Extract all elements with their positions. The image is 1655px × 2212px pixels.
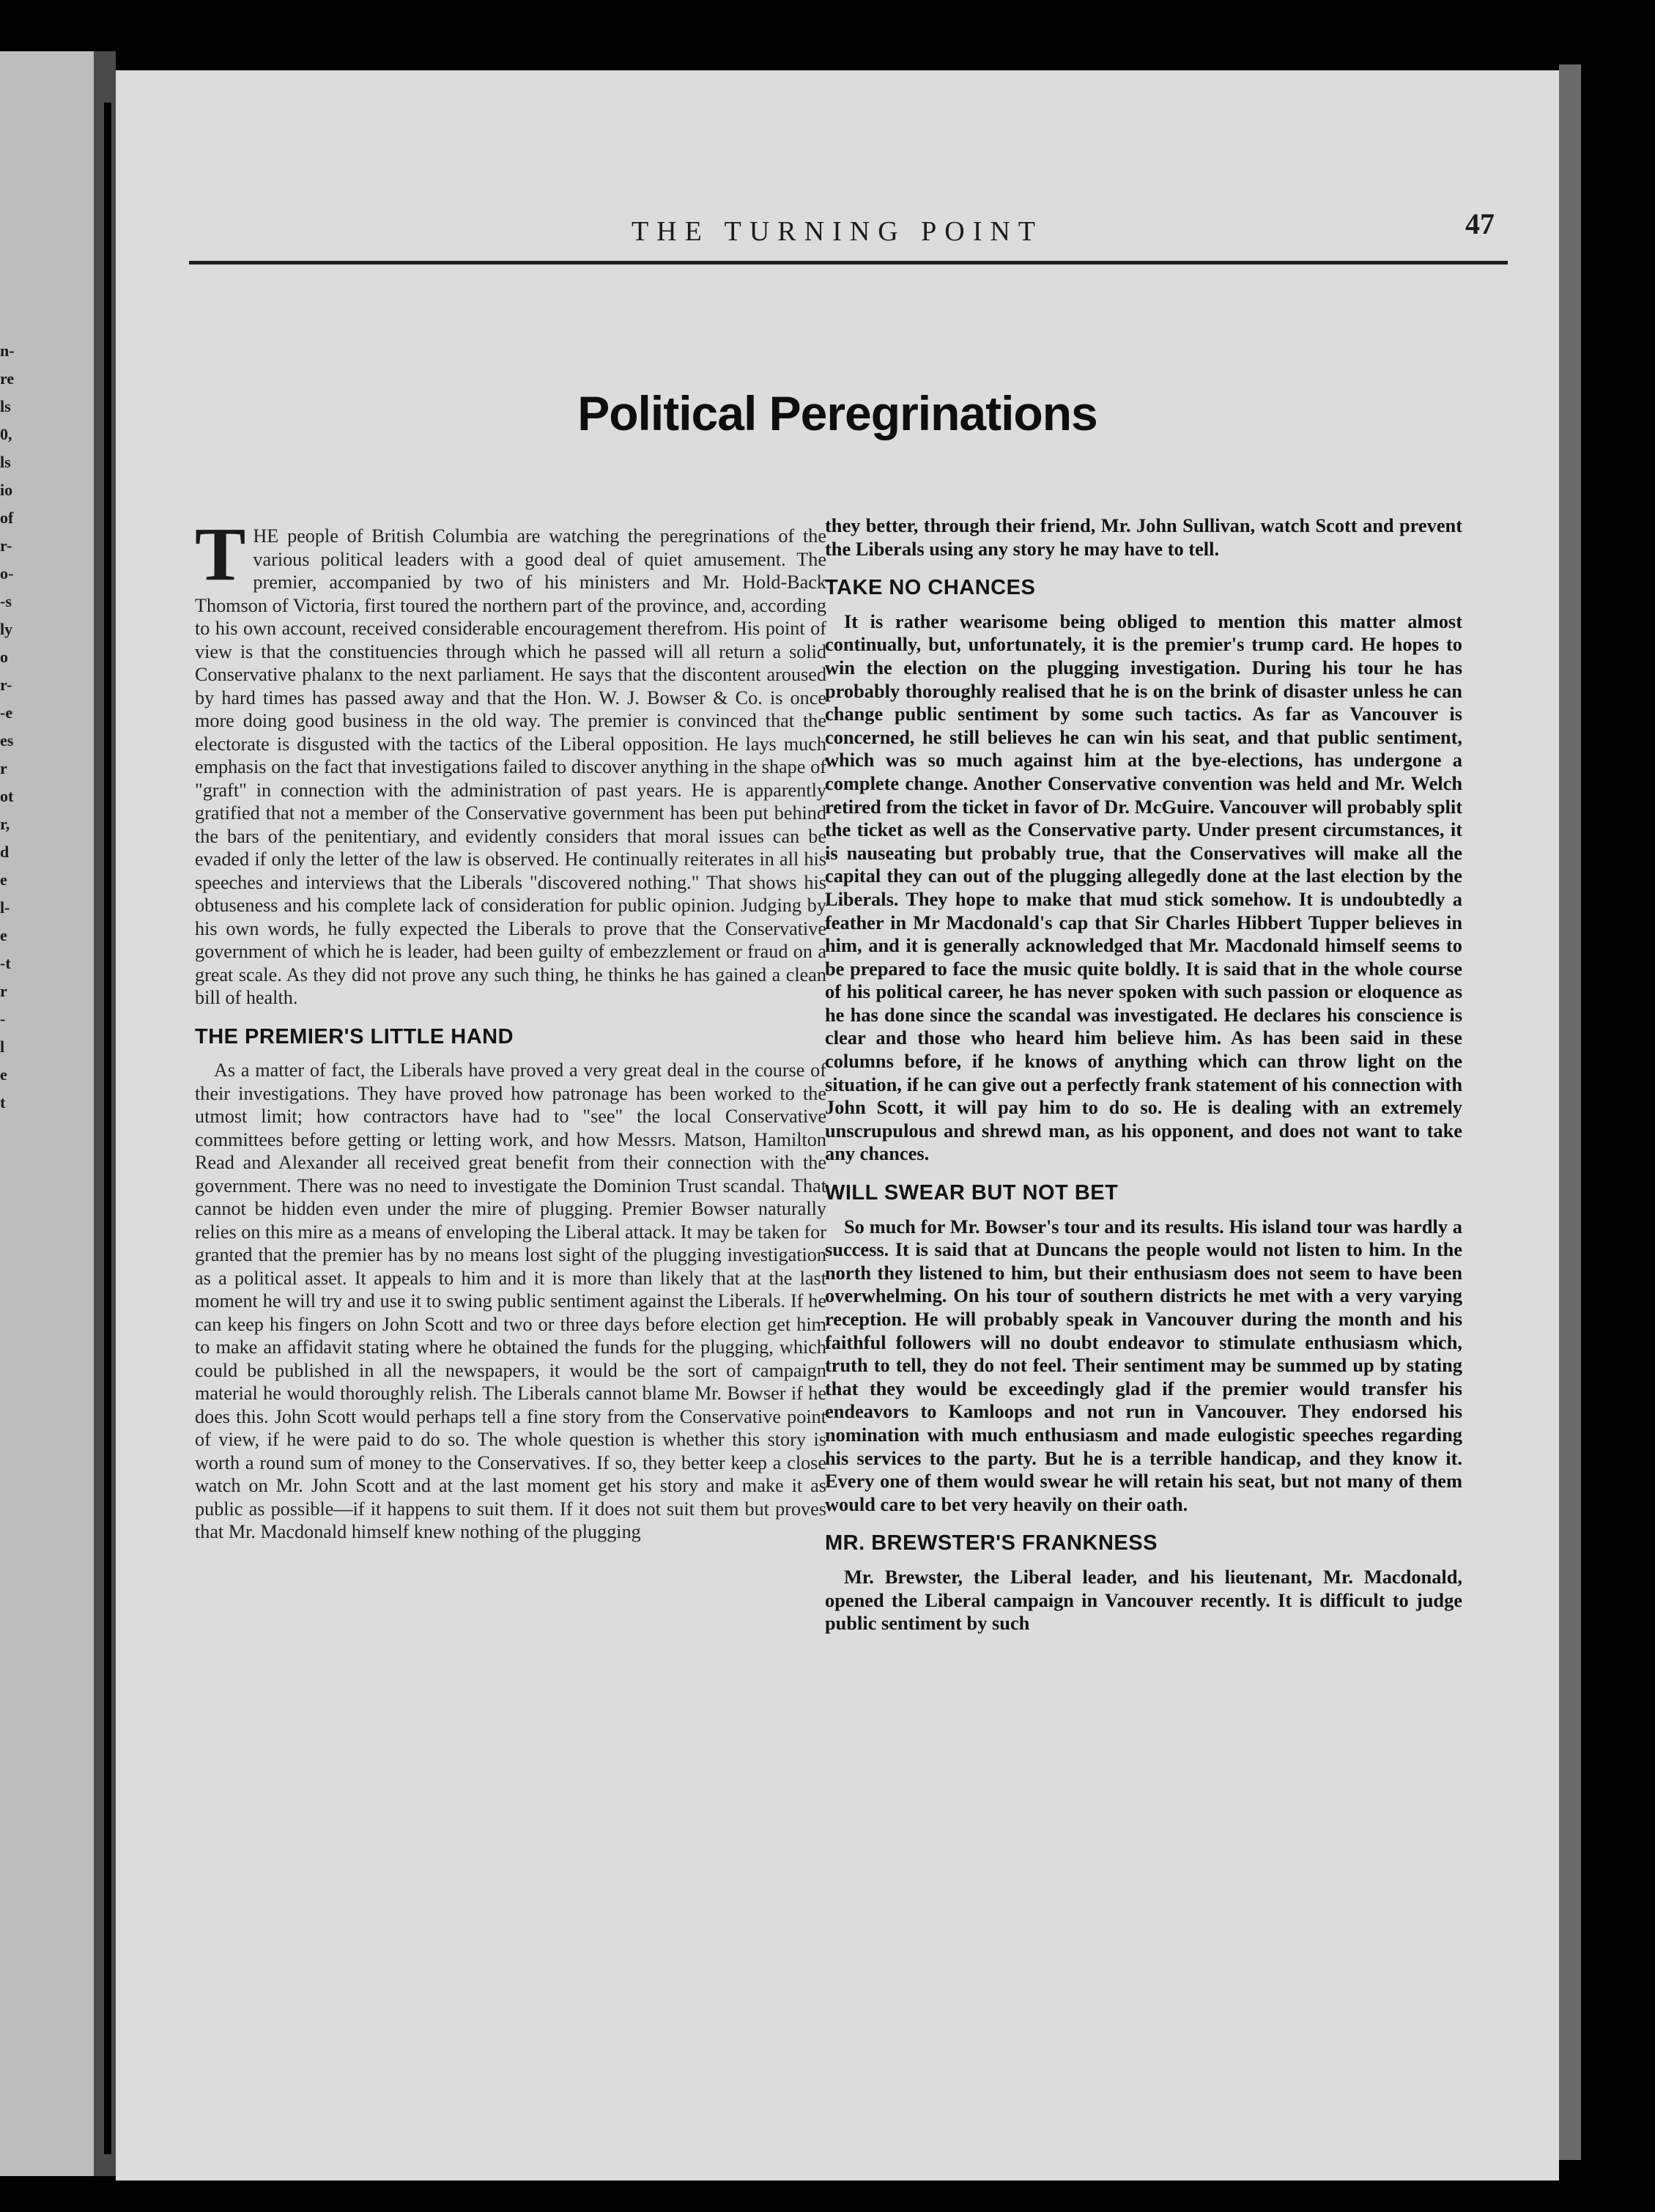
drop-cap: T [195, 512, 246, 596]
facing-page-fragment: -e [0, 703, 13, 722]
facing-page-fragment: r [0, 982, 7, 1000]
facing-page-fragment: io [0, 481, 13, 499]
facing-page-fragment: - [0, 1010, 6, 1028]
magazine-page [116, 70, 1559, 2180]
facing-page-edge [0, 51, 94, 2176]
facing-page-fragment: r- [0, 676, 12, 694]
article-title: Political Peregrinations [577, 386, 1097, 440]
left-column [195, 512, 826, 1544]
facing-page-fragment: o- [0, 564, 14, 582]
gutter-line [104, 103, 111, 2154]
facing-page-fragment: e [0, 870, 7, 889]
facing-page-fragment: of [0, 508, 14, 527]
facing-page-fragment: r- [0, 536, 12, 555]
header-rule [189, 261, 1508, 265]
facing-page-fragment: r, [0, 815, 10, 833]
page-thickness-edge [1559, 64, 1581, 2160]
facing-page-fragment: d [0, 843, 10, 861]
facing-page-fragment: n- [0, 341, 15, 360]
paragraph-take-no-chances: It is rather wearisome being obliged to mention this matter almost continually, but, unfortunately, it is the premier's trump card. He hopes to win the election on the plugging investigation. During his tour he has probably thoroughly realised that he is on the brink of disaster unless he can change public sentiment by some such tactics. As far as Vancouver is concerned, he still believes he can win his seat, and that public sentiment, which was so much against him at the bye-elections, has undergone a complete change. Another Conservative convention was held and Mr. Welch retired from the ticket in favor of Dr. McGuire. Vancouver will probably split the ticket as well as the Conservative party. Under present circumstances, it is nauseating but probably true, that the Conservatives will make all the capital they can out of the plugging allegedly done at the last election by the Liberals. They hope to make that mud stick somehow. It is undoubtedly a feather in Mr Macdonald's cap that Sir Charles Hibbert Tupper believes in him, and it is generally acknowledged that Mr. Macdonald himself seems to be prepared to face the music quite boldly. It is said that in the whole course of his political career, he has never spoken with such passion or eloquence as he has done since the scandal was investigated. He declares his conscience is clear and those who heard him believe him. As has been said in these columns before, if he knows of anything which can throw light on the situation, if he can give out a perfectly frank statement of his connection with John Scott, it will pay him to do so. He is dealing with an extremely unscrupulous and shrewd man, as his opponent, and does not want to take any chances. [825, 610, 1462, 1165]
facing-page-text-fragments [0, 337, 29, 1117]
facing-page-fragment: es [0, 731, 14, 750]
paragraph-will-swear-but-not-bet: So much for Mr. Bowser's tour and its results. His island tour was hardly a success. It is said that at Duncans the people would not listen to him. In the north they listened to him, but their enthusiasm does not seem to have been overwhelming. On his tour of southern districts he met with a very varying reception. He will probably speak in Vancouver during the month and his faithful followers will no doubt endeavor to stimulate enthusiasm which, truth to tell, they do not feel. Their sentiment may be summed up by stating that they would be exceedingly glad if the premier would transfer his endeavors to Kamloops and not run in Vancouver. They endorsed his nomination with much enthusiasm and made eulogistic speeches regarding his services to the party. But he is a terrible handicap, and they know it. Every one of them would swear he will retain his seat, but not many of them would care to bet very heavily on their oath. [825, 1215, 1462, 1515]
section-heading-will-swear-but-not-bet: WILL SWEAR BUT NOT BET [825, 1181, 1119, 1205]
paragraph-brewsters-frankness: Mr. Brewster, the Liberal leader, and his lieutenant, Mr. Macdonald, opened the Liberal campaign in Vancouver recently. It is difficult to judge public sentiment by such [825, 1565, 1462, 1635]
facing-page-fragment: e [0, 1065, 7, 1084]
page-number: 47 [1465, 207, 1495, 240]
facing-page-fragment: re [0, 369, 15, 388]
right-column [825, 514, 1462, 1635]
facing-page-fragment: 0, [0, 425, 12, 443]
facing-page-fragment: ls [0, 397, 11, 415]
facing-page-fragment: o [0, 648, 8, 666]
facing-page-fragment: e [0, 926, 7, 944]
continued-paragraph: they better, through their friend, Mr. John Sullivan, watch Scott and prevent the Liberals using any story he may have to tell. [825, 514, 1462, 560]
section-heading-take-no-chances: TAKE NO CHANCES [825, 576, 1036, 600]
facing-page-fragment: -t [0, 954, 11, 972]
paragraph-premiers-little-hand: As a matter of fact, the Liberals have proved a very great deal in the course of their investigations. They have proved how patronage has been worked to the utmost limit; how contractors have had to "see" the local Conservative committees before getting or letting work, and how Messrs. Matson, Hamilton Read and Alexander all received great benefit from their connection with the government. There was no need to investigate the Dominion Trust scandal. That cannot be hidden even under the mire of plugging. Premier Bowser naturally relies on this mire as a means of enveloping the Liberal attack. It may be taken for granted that the premier has by no means lost sight of the plugging investigation as a political asset. It appeals to him and it is more than likely that at the last moment he will try and use it to swing public sentiment against the Liberals. If he can keep his fingers on John Scott and two or three days before election get him to make an affidavit stating where he obtained the funds for the plugging, which could be published in all the newspapers, it would be the sort of campaign material he would thoroughly relish. The Liberals cannot blame Mr. Bowser if he does this. John Scott would perhaps tell a fine story from the Conservative point of view, if he were paid to do so. The whole question is whether this story is worth a round sum of money to the Conservatives. If so, they better keep a close watch on Mr. John Scott and at the last moment get his story and make it as public as possible—if it happens to suit them. If it does not suit them but proves that Mr. Macdonald himself knew nothing of the plugging [195, 1059, 826, 1542]
facing-page-fragment: r [0, 759, 7, 777]
facing-page-fragment: ot [0, 787, 14, 805]
facing-page-fragment: -s [0, 592, 12, 610]
section-heading-brewsters-frankness: MR. BREWSTER'S FRANKNESS [825, 1531, 1158, 1556]
facing-page-fragment: ls [0, 453, 11, 471]
facing-page-fragment: l- [0, 898, 10, 917]
facing-page-fragment: l [0, 1037, 5, 1056]
intro-text: HE people of British Columbia are watching the peregrinations of the various political leaders with a good deal of quiet amusement. The premier, accompanied by two of his ministers and Mr. Hold-Back Thomson of Victoria, first toured the northern part of the province, and, according to his own account, received considerable encouragement therefrom. His point of view is that the constituencies through which he passed will all return a solid Conservative phalanx to the next parliament. He says that the discontent aroused by hard times has passed away and that the Hon. W. J. Bowser & Co. is once more doing good business in the old way. The premier is convinced that the electorate is disgusted with the tactics of the Liberal opposition. He lays much emphasis on the fact that investigations failed to discover anything in the shape of "graft" in connection with the administration of past years. He is apparently gratified that not a member of the Conservative government has been put behind the bars of the penitentiary, and evidently considers that moral issues can be evaded if only the letter of the law is observed. He continually reiterates in all his speeches and interviews that the Liberals "discovered nothing." That shows his obtuseness and his complete lack of consideration for public opinion. Judging by his own words, he fully expected the Liberals to prove that the Conservative government of which he is leader, had been guilty of embezzlement or fraud on a great scale. As they did not prove any such thing, he thinks he has gained a clean bill of health. [195, 525, 826, 1008]
running-head: THE TURNING POINT [631, 216, 1044, 247]
intro-paragraph [195, 512, 826, 1010]
facing-page-fragment: t [0, 1093, 6, 1111]
facing-page-fragment: ly [0, 620, 13, 638]
section-heading-premiers-little-hand: THE PREMIER'S LITTLE HAND [195, 1024, 514, 1048]
